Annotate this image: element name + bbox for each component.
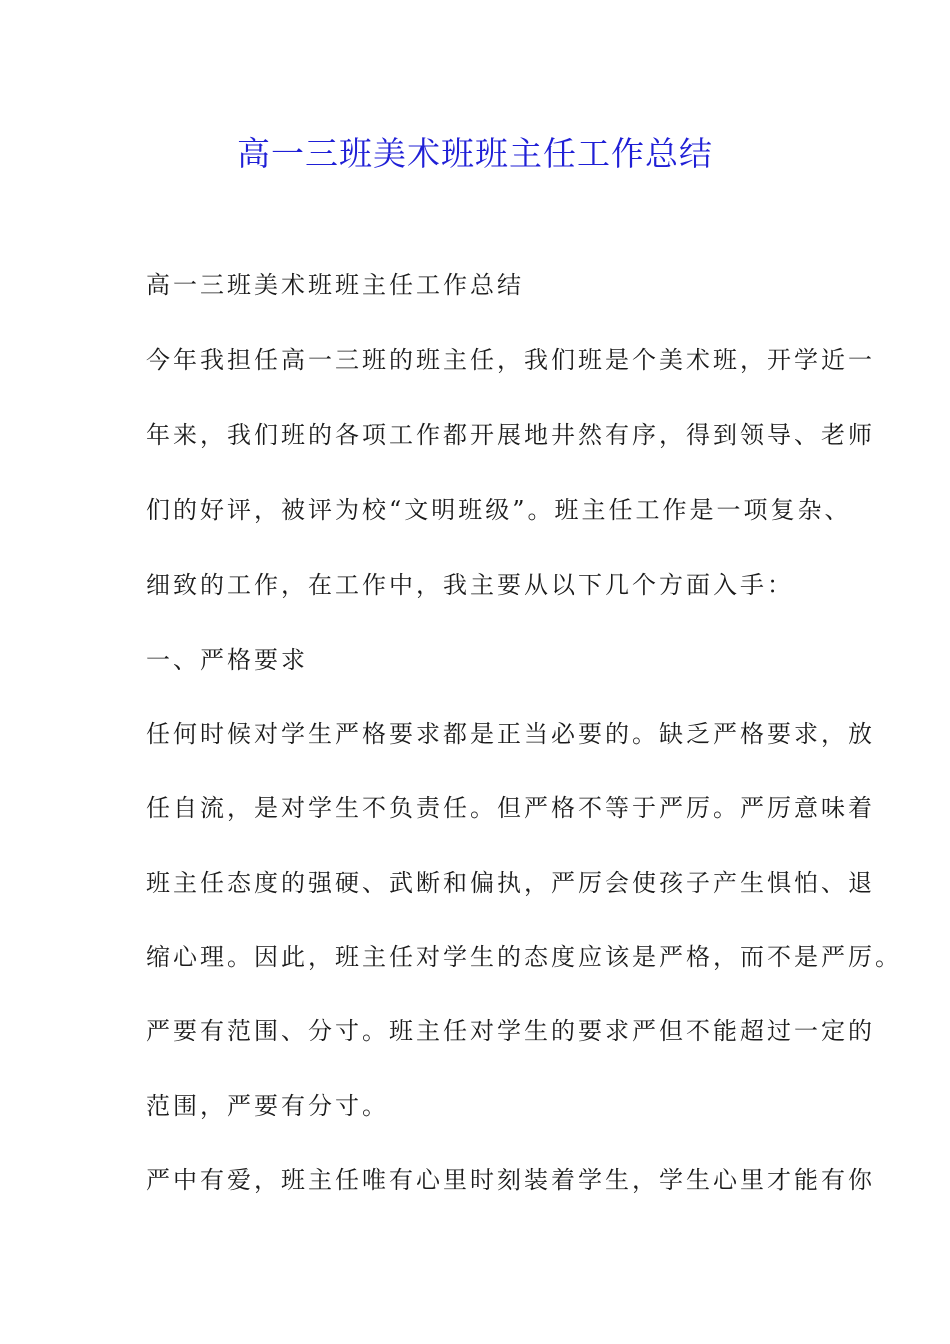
paragraph-line: 今年我担任高一三班的班主任，我们班是个美术班，开学近一 — [146, 346, 875, 374]
document-title: 高一三班美术班班主任工作总结 — [237, 134, 713, 173]
section-heading: 一、严格要求 — [146, 646, 308, 674]
paragraph-line: 年来，我们班的各项工作都开展地井然有序，得到领导、老师 — [146, 421, 875, 449]
paragraph-line: 任何时候对学生严格要求都是正当必要的。缺乏严格要求，放 — [146, 720, 875, 748]
paragraph-line: 们的好评，被评为校“文明班级”。班主任工作是一项复杂、 — [146, 496, 852, 524]
subtitle-line: 高一三班美术班班主任工作总结 — [146, 271, 524, 299]
paragraph-line: 严要有范围、分寸。班主任对学生的要求严但不能超过一定的 — [146, 1017, 875, 1045]
paragraph-line: 任自流，是对学生不负责任。但严格不等于严厉。严厉意味着 — [146, 794, 875, 822]
paragraph-line: 缩心理。因此，班主任对学生的态度应该是严格，而不是严厉。 — [146, 943, 902, 971]
paragraph-line: 范围，严要有分寸。 — [146, 1092, 389, 1120]
paragraph-line: 细致的工作，在工作中，我主要从以下几个方面入手： — [146, 571, 794, 599]
paragraph-line: 严中有爱，班主任唯有心里时刻装着学生，学生心里才能有你 — [146, 1166, 875, 1194]
paragraph-line: 班主任态度的强硬、武断和偏执，严厉会使孩子产生惧怕、退 — [146, 869, 875, 897]
